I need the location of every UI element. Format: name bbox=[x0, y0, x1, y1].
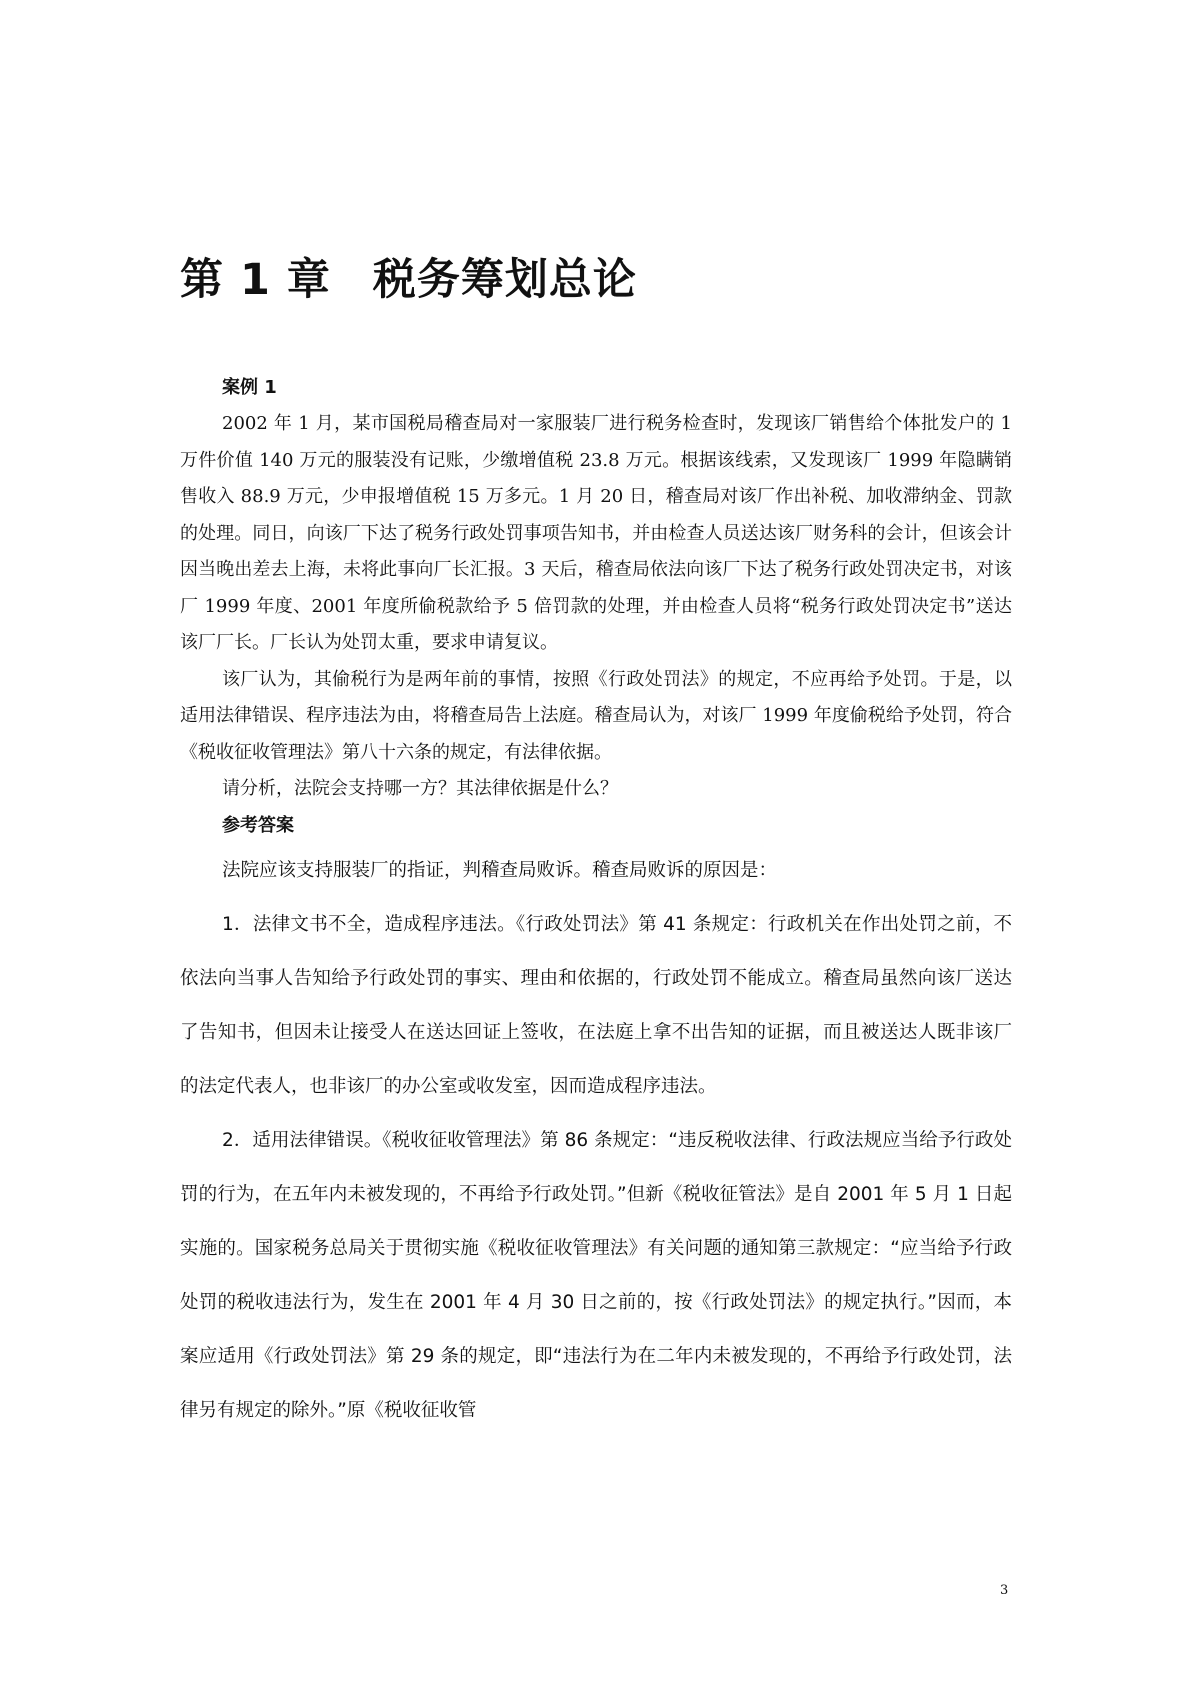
answer-paragraph: 1．法律文书不全，造成程序违法。《行政处罚法》第 41 条规定：行政机关在作出处罚之前，不依法向当事人告知给予行政处罚的事实、理由和依据的，行政处罚不能成立。稽查局虽然向该厂送达了告知书，但因未让接受人在送达回证上签收，在法庭上拿不出告知的证据，而且被送达人既非该厂的法定代表人，也非该厂的办公室或收发室，因而造成程序违法。 bbox=[180, 913, 1012, 1097]
case-paragraph: 2002 年 1 月，某市国税局稽查局对一家服装厂进行税务检查时，发现该厂销售给个体批发户的 1 万件价值 140 万元的服装没有记账，少缴增值税 23.8 万元。根据该线索，又发现该厂 1999 年隐瞒销售收入 88.9 万元，少申报增值税 15 万多元。1 月 20 日，稽查局对该厂作出补税、加收滞纳金、罚款的处理。同日，向该厂下达了税务行政处罚事项告知书，并由检查人员送达该厂财务科的会计，但该会计因当晚出差去上海，未将此事向厂长汇报。3 天后，稽查局依法向该厂下达了税务行政处罚决定书，对该厂 1999 年度、2001 年度所偷税款给予 5 倍罚款的处理，并由检查人员将“税务行政处罚决定书”送达该厂厂长。厂长认为处罚太重，要求申请复议。 bbox=[180, 413, 1012, 653]
case-heading: 案例 1 bbox=[222, 377, 277, 398]
case-paragraph: 该厂认为，其偷税行为是两年前的事情，按照《行政处罚法》的规定，不应再给予处罚。于是，以适用法律错误、程序违法为由，将稽查局告上法庭。稽查局认为，对该厂 1999 年度偷税给予处罚，符合《税收征收管理法》第八十六条的规定，有法律依据。 bbox=[180, 668, 1012, 763]
answer-heading: 参考答案 bbox=[222, 814, 294, 836]
chapter-title bbox=[180, 250, 637, 310]
case-question: 请分析，法院会支持哪一方？其法律依据是什么？ bbox=[222, 778, 618, 799]
chapter-title-text: 税务筹划总论 bbox=[372, 255, 637, 305]
chapter-number-label: 第 1 章 bbox=[180, 255, 331, 305]
answer-paragraph: 法院应该支持服装厂的指证，判稽查局败诉。稽查局败诉的原因是： bbox=[222, 859, 778, 881]
answer-paragraph: 2．适用法律错误。《税收征收管理法》第 86 条规定：“违反税收法律、行政法规应当给予行政处罚的行为，在五年内未被发现的，不再给予行政处罚。”但新《税收征管法》是自 2001 年 5 月 1 日起实施的。国家税务总局关于贯彻实施《税收征收管理法》有关问题的通知第三款规定：“应当给予行政处罚的税收违法行为，发生在 2001 年 4 月 30 日之前的，按《行政处罚法》的规定执行。”因而，本案应适用《行政处罚法》第 29 条的规定，即“违法行为在二年内未被发现的，不再给予行政处罚，法律另有规定的除外。”原《税收征收管 bbox=[180, 1129, 1012, 1421]
main-content bbox=[180, 370, 1012, 1438]
page-number: 3 bbox=[1000, 1583, 1009, 1598]
